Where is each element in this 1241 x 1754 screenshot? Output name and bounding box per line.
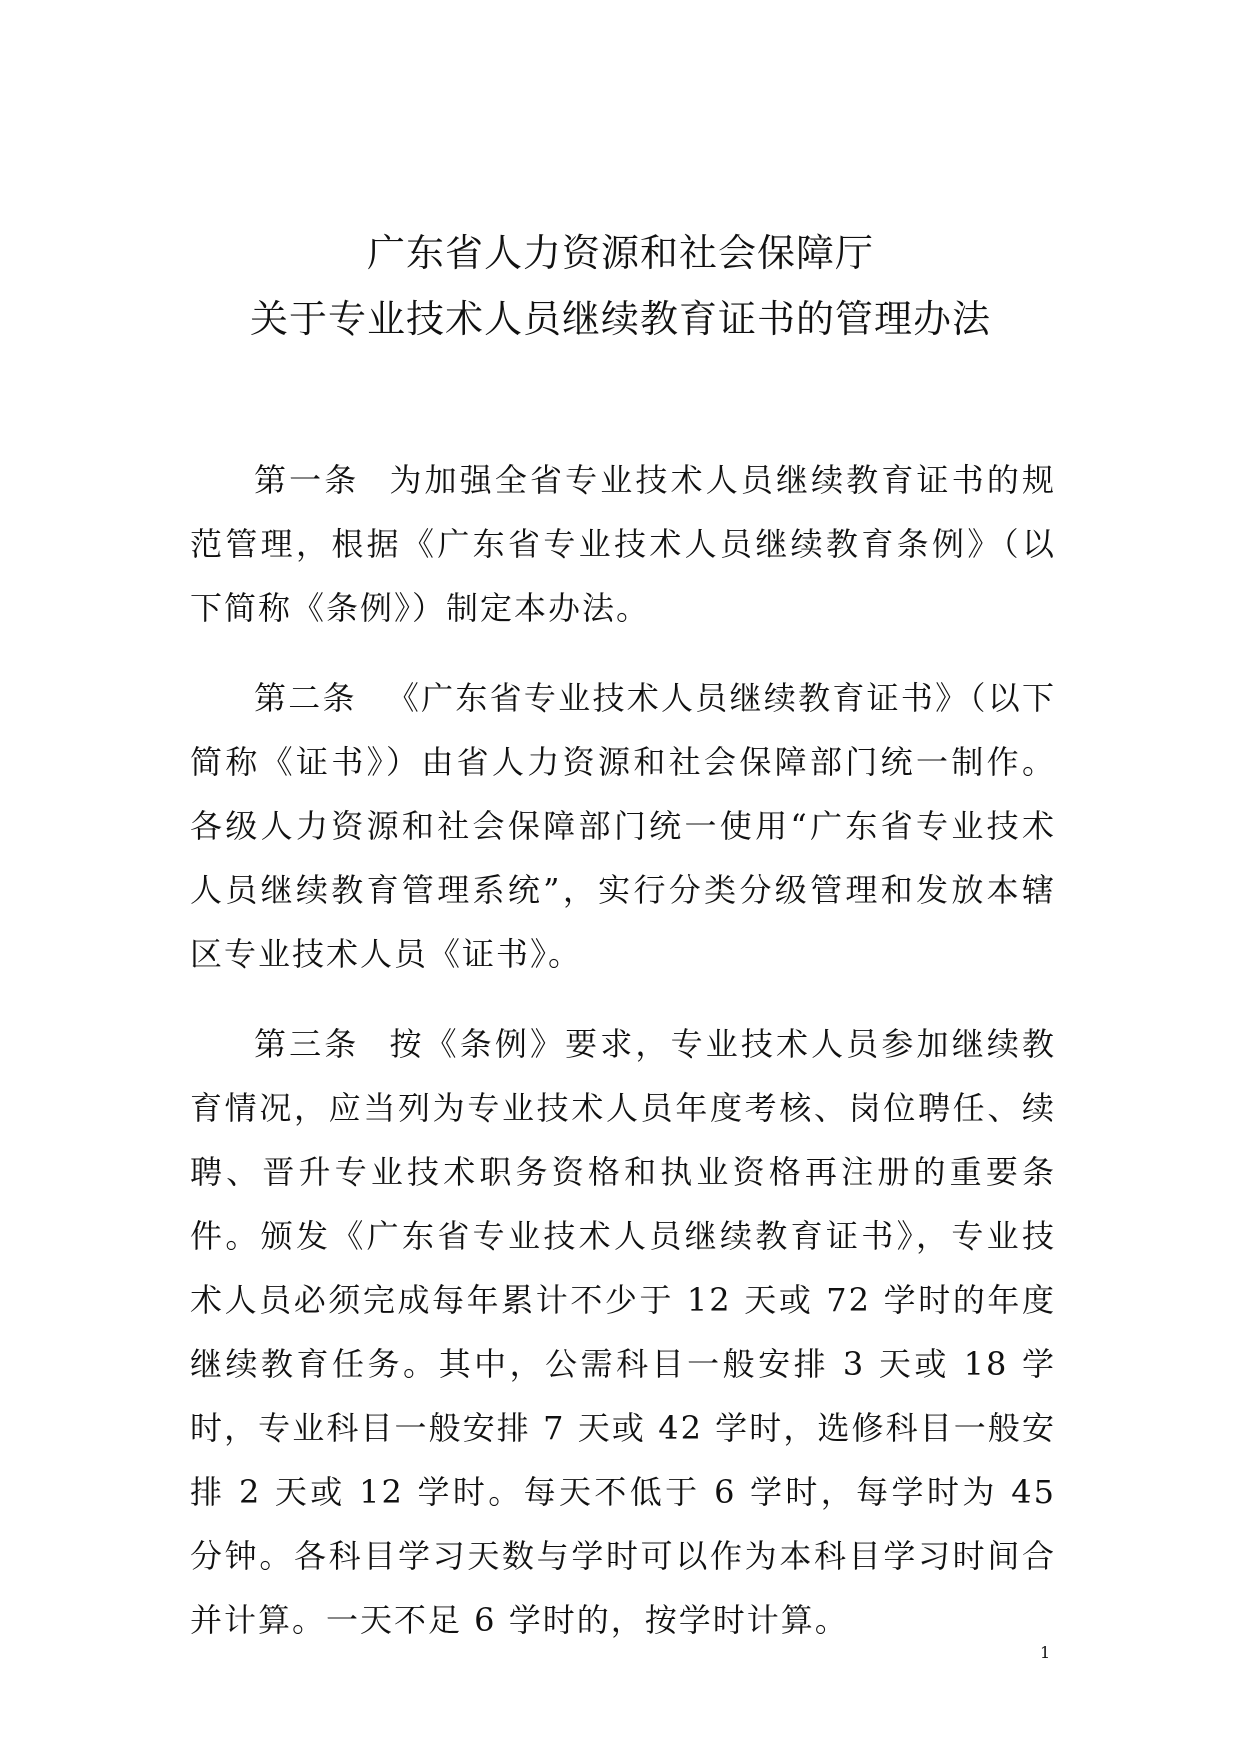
- document-title-line2: 关于专业技术人员继续教育证书的管理办法: [249, 297, 991, 341]
- article-text: 《广东省专业技术人员继续教育证书》（以下简称《证书》）由省人力资源和社会保障部门统一制作。各级人力资源和社会保障部门统一使用“广东省专业技术人员继续教育管理系统”，实行分类分级管理和发放本辖区专业技术人员《证书》。: [190, 679, 1056, 973]
- document-title-line1: 广东省人力资源和社会保障厅: [366, 231, 874, 275]
- document-body: [190, 448, 1056, 1678]
- article-text: 为加强全省专业技术人员继续教育证书的规范管理，根据《广东省专业技术人员继续教育条例》（以下简称《条例》）制定本办法。: [190, 461, 1056, 627]
- article-number: 第三条: [254, 1025, 360, 1063]
- article-3: [190, 1012, 1056, 1652]
- article-text: 按《条例》要求，专业技术人员参加继续教育情况，应当列为专业技术人员年度考核、岗位聘任、续聘、晋升专业技术职务资格和执业资格再注册的重要条件。颁发《广东省专业技术人员继续教育证书》，专业技术人员必须完成每年累计不少于 12 天或 72 学时的年度继续教育任务。其中，公需科目一般安排 3 天或 18 学时，专业科目一般安排 7 天或 42 学时，选修科目一般安排 2 天或 12 学时。每天不低于 6 学时，每学时为 45 分钟。各科目学习天数与学时可以作为本科目学习时间合并计算。一天不足 6 学时的，按学时计算。: [190, 1025, 1056, 1639]
- article-1: [190, 448, 1056, 640]
- article-number: 第二条: [254, 679, 357, 717]
- article-2: [190, 666, 1056, 986]
- page-number: 1: [1040, 1643, 1051, 1662]
- article-number: 第一条: [254, 461, 360, 499]
